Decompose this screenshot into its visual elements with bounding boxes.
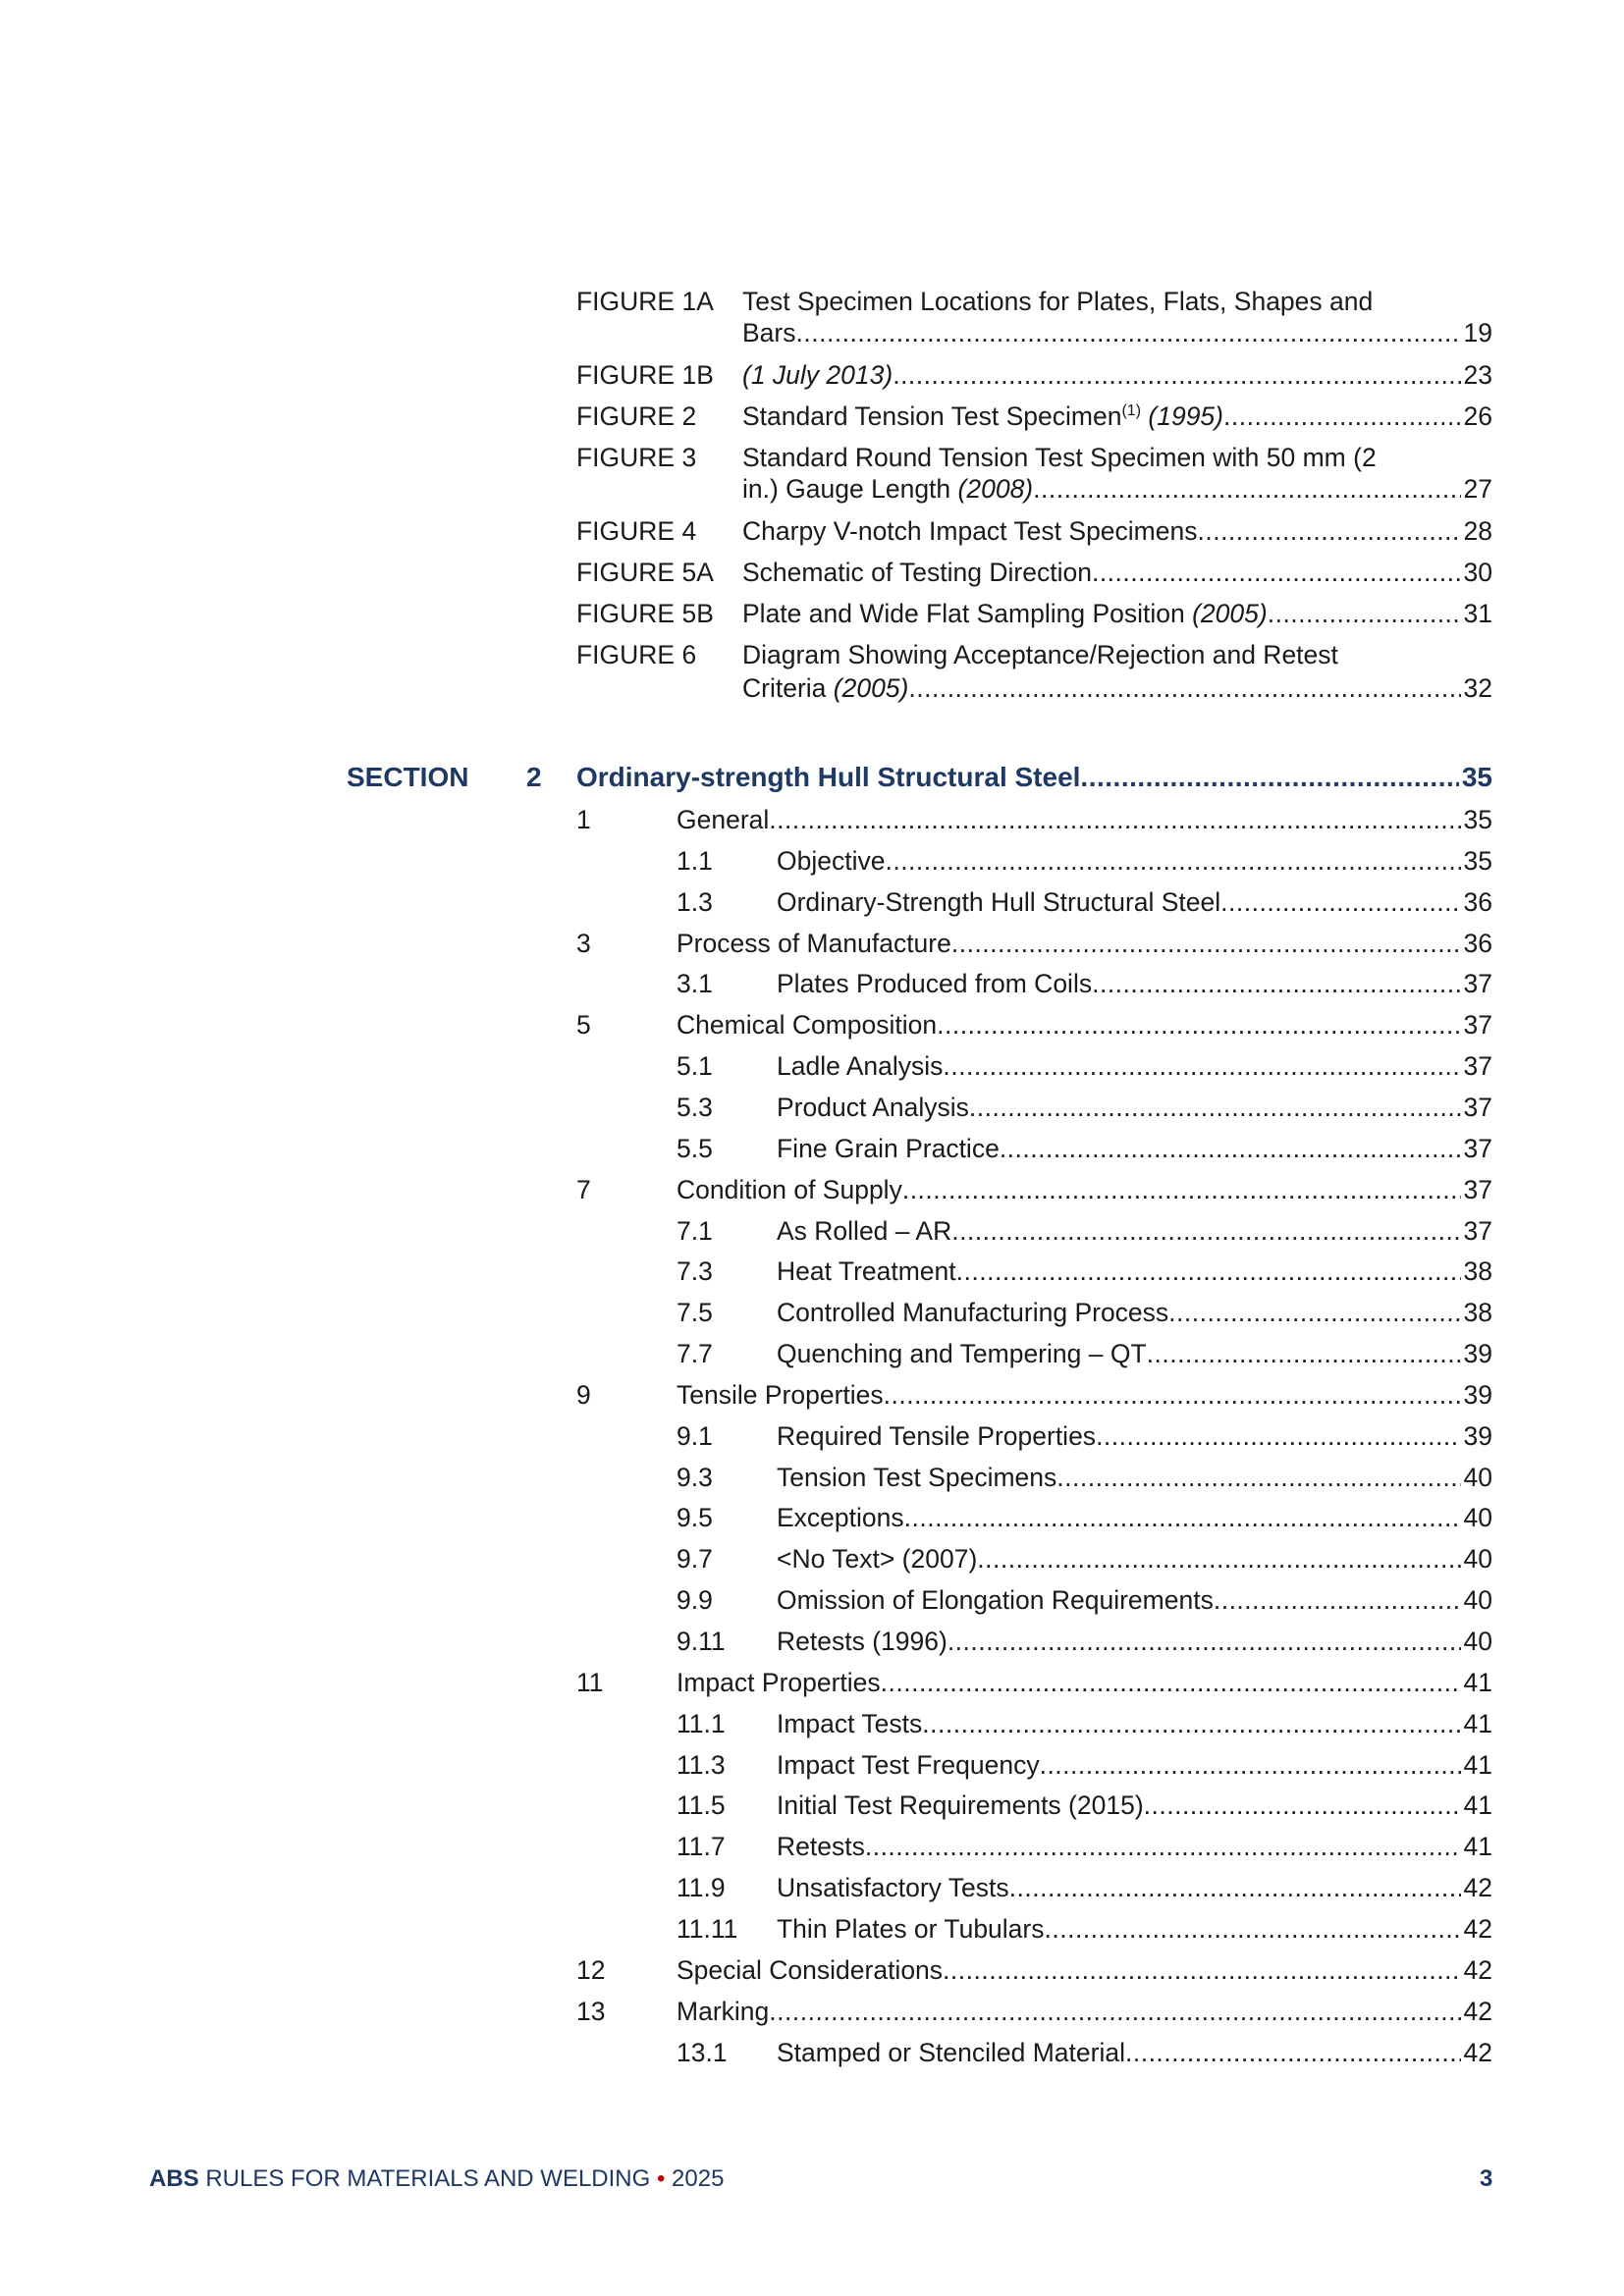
entry-number: 3.1 — [677, 969, 713, 998]
entry-title: Objective — [777, 846, 886, 876]
entry-number: 9.9 — [677, 1585, 713, 1615]
figure-title-cont: in.) Gauge Length — [742, 474, 958, 504]
page-number: 42 — [1463, 1873, 1492, 1902]
entry-title: Stamped or Stenciled Material — [777, 2038, 1125, 2067]
entry-number: 11.11 — [677, 1914, 738, 1944]
figure-year: (2008) — [957, 474, 1034, 504]
dot-leader — [796, 317, 1461, 348]
entry-number: 7.7 — [677, 1339, 713, 1368]
page-number: 37 — [1463, 1216, 1492, 1246]
page-number: 39 — [1463, 1380, 1492, 1410]
entry-title: Product Analysis — [777, 1093, 969, 1122]
toc-entry[interactable] — [0, 1133, 1624, 1164]
footer-title — [149, 2165, 724, 2193]
page-number: 40 — [1463, 1585, 1492, 1615]
dot-leader — [893, 359, 1460, 391]
figure-entry-4[interactable] — [0, 515, 1624, 547]
entry-number: 7.3 — [677, 1256, 713, 1286]
figure-title: Schematic of Testing Direction — [742, 558, 1092, 587]
toc-entry[interactable] — [0, 1543, 1624, 1575]
entry-number: 1 — [576, 805, 591, 834]
footer-page-number: 3 — [1480, 2165, 1493, 2192]
toc-entry[interactable] — [0, 1954, 1624, 1986]
section-word: SECTION — [347, 762, 469, 792]
entry-number: 9.1 — [677, 1421, 713, 1451]
toc-entry[interactable] — [0, 1626, 1624, 1657]
entry-title: Retests — [777, 1832, 865, 1861]
entry-title: <No Text> (2007) — [777, 1544, 978, 1574]
page-number: 42 — [1463, 1914, 1492, 1944]
toc-entry[interactable] — [0, 845, 1624, 877]
entry-number: 11.5 — [677, 1790, 726, 1820]
toc-entry[interactable] — [0, 1872, 1624, 1903]
figure-label: FIGURE 2 — [576, 401, 697, 431]
entry-number: 9.5 — [677, 1503, 713, 1532]
page-number: 37 — [1463, 1010, 1492, 1040]
figure-title: Plate and Wide Flat Sampling Position — [742, 599, 1193, 628]
toc-entry[interactable] — [0, 1297, 1624, 1328]
entry-number: 11 — [576, 1668, 604, 1697]
dot-leader — [956, 1255, 1461, 1287]
entry-number: 3 — [576, 929, 591, 958]
toc-entry[interactable] — [0, 1174, 1624, 1205]
page-number: 36 — [1463, 929, 1492, 958]
toc-entry[interactable] — [0, 1215, 1624, 1247]
entry-title: Fine Grain Practice — [777, 1134, 1000, 1163]
entry-title: Impact Properties — [677, 1668, 881, 1697]
entry-title: Ordinary-Strength Hull Structural Steel — [777, 887, 1221, 917]
entry-number: 11.9 — [677, 1873, 726, 1902]
entry-title: General — [677, 805, 770, 834]
toc-entry[interactable] — [0, 968, 1624, 999]
entry-number: 13 — [576, 1997, 606, 2026]
figure-entry-6[interactable] — [0, 639, 1624, 670]
figure-title: Test Specimen Locations for Plates, Flats, Shapes and — [742, 287, 1374, 316]
page-number: 35 — [1461, 762, 1492, 792]
entry-number: 9.11 — [677, 1627, 726, 1656]
figure-label: FIGURE 1A — [576, 287, 714, 316]
figure-title: Charpy V-notch Impact Test Specimens — [742, 516, 1198, 546]
entry-title: Impact Test Frequency — [777, 1750, 1040, 1780]
page-footer — [0, 2165, 1624, 2201]
toc-entry[interactable] — [0, 2037, 1624, 2068]
figure-title: Standard Tension Test Specimen — [742, 401, 1122, 431]
entry-title: Thin Plates or Tubulars — [777, 1914, 1045, 1944]
entry-title: Quenching and Tempering – QT — [777, 1339, 1147, 1368]
page-number: 27 — [1463, 474, 1492, 504]
dot-leader — [1096, 1420, 1460, 1452]
figure-entry-3[interactable] — [0, 442, 1624, 473]
dot-leader — [769, 804, 1460, 835]
figure-label: FIGURE 3 — [576, 443, 697, 472]
entry-title: Ladle Analysis — [777, 1051, 944, 1081]
page-number: 38 — [1463, 1256, 1492, 1286]
figure-entry-1a[interactable] — [0, 286, 1624, 317]
figure-entry-2[interactable] — [0, 400, 1624, 432]
page-number: 37 — [1463, 1134, 1492, 1163]
dot-leader — [947, 1626, 1461, 1657]
page-number: 40 — [1463, 1503, 1492, 1532]
entry-number: 11.7 — [677, 1832, 726, 1861]
entry-number: 5.3 — [677, 1093, 713, 1122]
dot-leader — [1147, 1338, 1461, 1369]
entry-number: 7.5 — [677, 1298, 713, 1327]
entry-number: 9 — [576, 1380, 591, 1410]
entry-title: Chemical Composition — [677, 1010, 938, 1040]
dot-leader — [943, 1050, 1460, 1082]
section-title: Ordinary-strength Hull Structural Steel — [576, 762, 1081, 792]
dot-leader — [1092, 968, 1460, 999]
entry-title: Impact Tests — [777, 1709, 923, 1738]
dot-leader — [1144, 1789, 1461, 1821]
figure-entry-6-cont[interactable] — [0, 672, 1624, 704]
dot-leader — [1168, 1297, 1460, 1328]
entry-title: Initial Test Requirements (2015) — [777, 1790, 1144, 1820]
dot-leader — [1092, 557, 1461, 588]
entry-number: 1.3 — [677, 887, 713, 917]
dot-leader — [865, 1831, 1461, 1862]
document-year: 2025 — [665, 2165, 725, 2192]
page-number: 40 — [1463, 1627, 1492, 1656]
figure-title-cont: Criteria — [742, 673, 834, 703]
entry-number: 12 — [576, 1955, 606, 1985]
entry-number: 9.7 — [677, 1544, 713, 1574]
dot-leader — [904, 1502, 1461, 1533]
document-title: RULES FOR MATERIALS AND WELDING — [198, 2165, 657, 2192]
page-number: 41 — [1463, 1709, 1492, 1738]
page-number: 42 — [1463, 1997, 1492, 2026]
dot-leader — [908, 672, 1460, 704]
section-heading[interactable] — [0, 761, 1624, 794]
page-number: 26 — [1463, 401, 1492, 431]
page-number: 39 — [1463, 1339, 1492, 1368]
dot-leader — [922, 1708, 1460, 1739]
separator-dot: • — [656, 2165, 666, 2192]
page-number: 23 — [1463, 360, 1492, 390]
entry-number: 7.1 — [677, 1216, 713, 1246]
figure-label: FIGURE 6 — [576, 640, 697, 669]
page-number: 39 — [1463, 1421, 1492, 1451]
page-number: 31 — [1463, 599, 1492, 628]
dot-leader — [951, 928, 1461, 959]
toc-entry[interactable] — [0, 1996, 1624, 2027]
entry-title: As Rolled – AR — [777, 1216, 952, 1246]
entry-number: 13.1 — [677, 2038, 728, 2067]
entry-number: 11.3 — [677, 1750, 726, 1780]
figure-entry-5b[interactable] — [0, 598, 1624, 629]
toc-entry[interactable] — [0, 1789, 1624, 1821]
entry-title: Controlled Manufacturing Process — [777, 1298, 1169, 1327]
page-number: 37 — [1463, 1093, 1492, 1122]
dot-leader — [1000, 1133, 1461, 1164]
dot-leader — [902, 1174, 1461, 1205]
toc-entry[interactable] — [0, 1092, 1624, 1123]
brand-logo-text: ABS — [149, 2165, 199, 2192]
figure-entry-3-cont[interactable] — [0, 473, 1624, 505]
dot-leader — [1040, 1749, 1461, 1781]
dot-leader — [1056, 1462, 1460, 1493]
entry-number: 5 — [576, 1010, 591, 1040]
figure-year: (1995) — [1141, 401, 1223, 431]
dot-leader — [884, 1379, 1461, 1411]
dot-leader — [1214, 1584, 1461, 1616]
dot-leader — [969, 1092, 1461, 1123]
figure-title: Standard Round Tension Test Specimen with 50 mm (2 — [742, 443, 1377, 472]
dot-leader — [1033, 473, 1460, 505]
figure-title: Diagram Showing Acceptance/Rejection and Retest — [742, 640, 1338, 669]
entry-title: Plates Produced from Coils — [777, 969, 1093, 998]
page-number: 40 — [1463, 1544, 1492, 1574]
toc-entry[interactable] — [0, 1831, 1624, 1862]
entry-title: Condition of Supply — [677, 1175, 902, 1204]
dot-leader — [937, 1009, 1460, 1041]
entry-title: Heat Treatment — [777, 1256, 956, 1286]
page-number: 41 — [1463, 1832, 1492, 1861]
page-number: 32 — [1463, 673, 1492, 703]
figure-label: FIGURE 4 — [576, 516, 697, 546]
toc-entry[interactable] — [0, 1338, 1624, 1369]
dot-leader — [881, 1667, 1461, 1698]
dot-leader — [1125, 2037, 1461, 2068]
page-number: 37 — [1463, 1175, 1492, 1204]
entry-title: Unsatisfactory Tests — [777, 1873, 1009, 1902]
page-number: 35 — [1463, 846, 1492, 876]
dot-leader — [1045, 1913, 1461, 1945]
dot-leader — [951, 1215, 1460, 1247]
figure-year: (2005) — [833, 673, 909, 703]
toc-entry[interactable] — [0, 928, 1624, 959]
dot-leader — [1220, 886, 1460, 918]
entry-title: Required Tensile Properties — [777, 1421, 1097, 1451]
page-number: 42 — [1463, 1955, 1492, 1985]
dot-leader — [1080, 761, 1458, 794]
entry-number: 5.5 — [677, 1134, 713, 1163]
toc-entry[interactable] — [0, 886, 1624, 918]
figure-entry-5a[interactable] — [0, 557, 1624, 588]
toc-entry[interactable] — [0, 1009, 1624, 1041]
toc-entry[interactable] — [0, 1379, 1624, 1411]
page-number: 35 — [1463, 805, 1492, 834]
dot-leader — [1197, 515, 1460, 547]
dot-leader — [977, 1543, 1460, 1575]
dot-leader — [1223, 400, 1461, 432]
toc-entry[interactable] — [0, 1667, 1624, 1698]
figure-title: (1 July 2013) — [742, 360, 893, 390]
entry-number: 7 — [576, 1175, 591, 1204]
toc-entry[interactable] — [0, 1502, 1624, 1533]
dot-leader — [943, 1954, 1460, 1986]
dot-leader — [1009, 1872, 1461, 1903]
page-number: 37 — [1463, 1051, 1492, 1081]
toc-entry[interactable] — [0, 1584, 1624, 1616]
page-number: 30 — [1463, 558, 1492, 587]
entry-title: Omission of Elongation Requirements — [777, 1585, 1214, 1615]
toc-entry[interactable] — [0, 1255, 1624, 1287]
dot-leader — [885, 845, 1460, 877]
toc-entry[interactable] — [0, 1420, 1624, 1452]
footnote-marker: (1) — [1121, 402, 1142, 419]
page-number: 42 — [1463, 2038, 1492, 2067]
entry-title: Special Considerations — [677, 1955, 944, 1985]
dot-leader — [1268, 598, 1461, 629]
section-number: 2 — [526, 762, 542, 792]
page-number: 28 — [1463, 516, 1492, 546]
figure-label: FIGURE 1B — [576, 360, 714, 390]
entry-title: Tensile Properties — [677, 1380, 884, 1410]
figure-label: FIGURE 5A — [576, 558, 714, 587]
figure-year: (2005) — [1192, 599, 1268, 628]
toc-entry[interactable] — [0, 804, 1624, 835]
entry-title: Process of Manufacture — [677, 929, 951, 958]
figure-title-cont: Bars — [742, 318, 796, 347]
entry-number: 9.3 — [677, 1463, 713, 1492]
page-number: 40 — [1463, 1463, 1492, 1492]
entry-title: Exceptions — [777, 1503, 904, 1532]
page-number: 41 — [1463, 1790, 1492, 1820]
page-number: 36 — [1463, 887, 1492, 917]
figure-entry-1b[interactable] — [0, 359, 1624, 391]
page-number: 38 — [1463, 1298, 1492, 1327]
toc-entry[interactable] — [0, 1749, 1624, 1781]
page-number: 41 — [1463, 1668, 1492, 1697]
entry-title: Marking — [677, 1997, 770, 2026]
toc-entry[interactable] — [0, 1462, 1624, 1493]
page-number: 41 — [1463, 1750, 1492, 1780]
entry-number: 11.1 — [677, 1709, 726, 1738]
figure-entry-1a-cont[interactable] — [0, 317, 1624, 348]
entry-title: Tension Test Specimens — [777, 1463, 1057, 1492]
toc-entry[interactable] — [0, 1708, 1624, 1739]
page-number: 37 — [1463, 969, 1492, 998]
entry-title: Retests (1996) — [777, 1627, 947, 1656]
entry-number: 1.1 — [677, 846, 713, 876]
toc-entry[interactable] — [0, 1913, 1624, 1945]
figure-label: FIGURE 5B — [576, 599, 714, 628]
page-number: 19 — [1463, 318, 1492, 347]
entry-number: 5.1 — [677, 1051, 713, 1081]
toc-entry[interactable] — [0, 1050, 1624, 1082]
dot-leader — [769, 1996, 1460, 2027]
